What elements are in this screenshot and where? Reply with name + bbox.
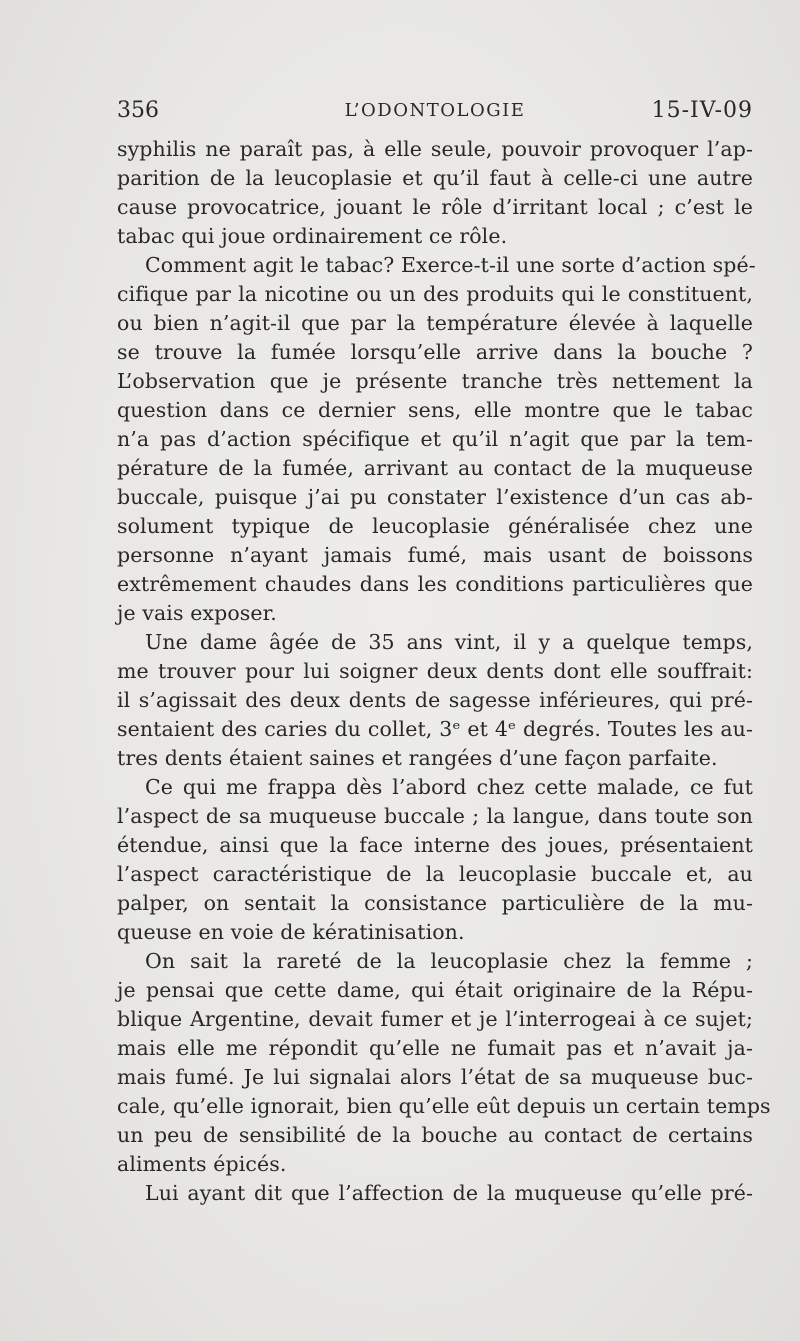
text-line: question dans ce dernier sens, elle montre que le tabac xyxy=(117,398,753,422)
text-line: aliments épicés. xyxy=(117,1152,287,1176)
body-text xyxy=(117,135,771,1208)
text-line: buccale, puisque j’ai pu constater l’existence d’un cas ab- xyxy=(117,485,753,509)
text-line: mais fumé. Je lui signalai alors l’état de sa muqueuse buc- xyxy=(117,1065,753,1089)
text-line: parition de la leucoplasie et qu’il faut à celle-ci une autre xyxy=(117,166,753,190)
text-line: palper, on sentait la consistance particulière de la mu- xyxy=(117,891,753,915)
text-line: Lui ayant dit que l’affection de la muqueuse qu’elle pré- xyxy=(145,1181,753,1205)
text-line: Une dame âgée de 35 ans vint, il y a quelque temps, xyxy=(145,630,753,654)
text-line: ou bien n’agit-il que par la température élevée à laquelle xyxy=(117,311,753,335)
text-line: n’a pas d’action spécifique et qu’il n’agit que par la tem- xyxy=(117,427,753,451)
text-line: syphilis ne paraît pas, à elle seule, pouvoir provoquer l’ap- xyxy=(117,137,753,161)
journal-title: L’ODONTOLOGIE xyxy=(344,100,526,121)
text-line: mais elle me répondit qu’elle ne fumait pas et n’avait ja- xyxy=(117,1036,753,1060)
text-line: solument typique de leucoplasie généralisée chez une xyxy=(117,514,753,538)
text-line: queuse en voie de kératinisation. xyxy=(117,920,465,944)
text-line: On sait la rareté de la leucoplasie chez la femme ; xyxy=(145,949,753,973)
text-line: Ce qui me frappa dès l’abord chez cette malade, ce fut xyxy=(145,775,753,799)
text-line: L’observation que je présente tranche très nettement la xyxy=(117,369,753,393)
page-number: 356 xyxy=(117,98,159,123)
text-line: se trouve la fumée lorsqu’elle arrive dans la bouche ? xyxy=(117,340,753,364)
text-line: extrêmement chaudes dans les conditions particulières que xyxy=(117,572,753,596)
text-line: me trouver pour lui soigner deux dents dont elle souffrait: xyxy=(117,659,753,683)
running-header xyxy=(117,98,753,130)
text-line: je pensai que cette dame, qui était originaire de la Répu- xyxy=(117,978,753,1002)
text-line: sentaient des caries du collet, 3ᵉ et 4ᵉ degrés. Toutes les au- xyxy=(117,717,753,741)
text-line: pérature de la fumée, arrivant au contact de la muqueuse xyxy=(117,456,753,480)
text-line: tres dents étaient saines et rangées d’une façon parfaite. xyxy=(117,746,718,770)
text-line: il s’agissait des deux dents de sagesse inférieures, qui pré- xyxy=(117,688,753,712)
text-line: tabac qui joue ordinairement ce rôle. xyxy=(117,224,508,248)
text-line: je vais exposer. xyxy=(117,601,277,625)
text-line: cifique par la nicotine ou un des produits qui le constituent, xyxy=(117,282,753,306)
text-line: cause provocatrice, jouant le rôle d’irritant local ; c’est le xyxy=(117,195,753,219)
text-line: l’aspect caractéristique de la leucoplasie buccale et, au xyxy=(117,862,753,886)
text-line: un peu de sensibilité de la bouche au contact de certains xyxy=(117,1123,753,1147)
text-line: Comment agit le tabac? Exerce-t-il une sorte d’action spé- xyxy=(145,253,756,277)
text-line: l’aspect de sa muqueuse buccale ; la langue, dans toute son xyxy=(117,804,753,828)
text-line: étendue, ainsi que la face interne des joues, présentaient xyxy=(117,833,753,857)
text-line: personne n’ayant jamais fumé, mais usant de boissons xyxy=(117,543,753,567)
text-line: blique Argentine, devait fumer et je l’interrogeai à ce sujet; xyxy=(117,1007,753,1031)
text-line: cale, qu’elle ignorait, bien qu’elle eût depuis un certain temps xyxy=(117,1094,771,1118)
issue-date: 15-IV-09 xyxy=(651,98,753,123)
